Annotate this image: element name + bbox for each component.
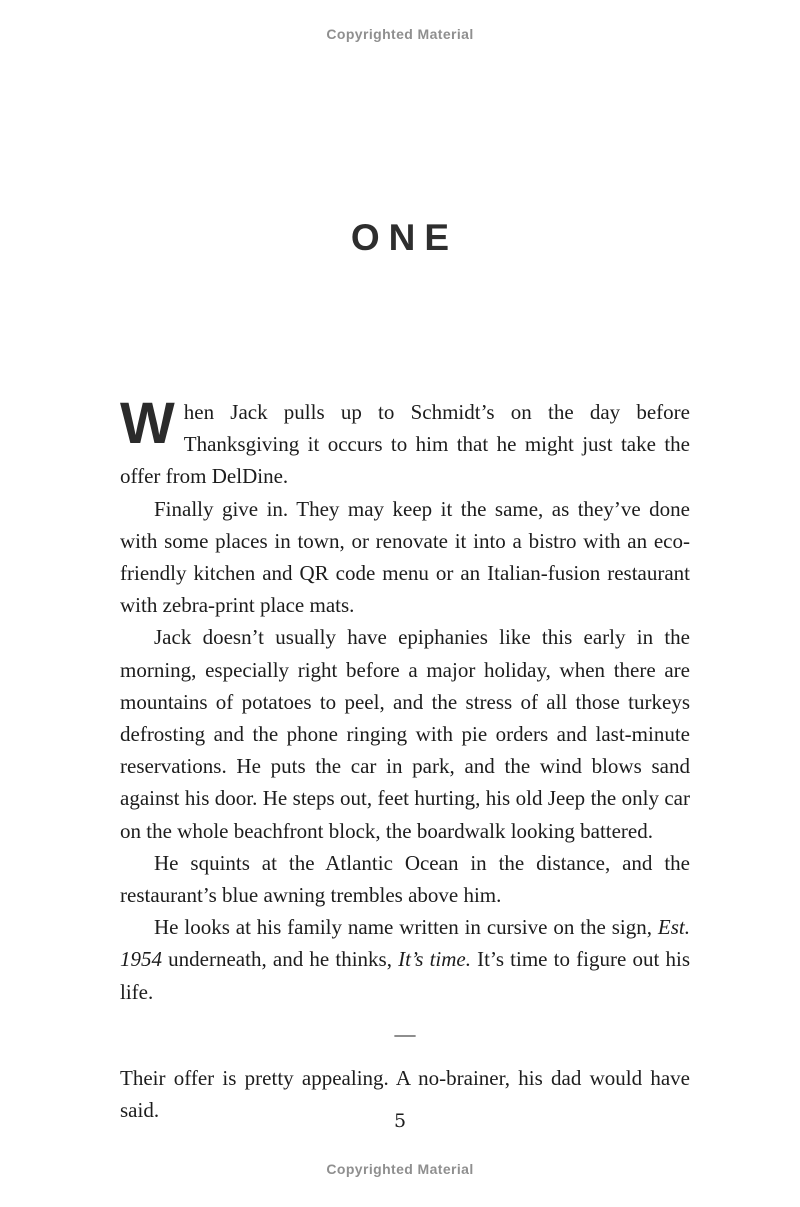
page-number: 5: [393, 1110, 407, 1132]
text-segment: Jack doesn’t usually have epiphanies like this early in the morning, especially right before a major holiday, when there are mountains of potatoes to peel, and the stress of all those turkeys defrosting and the phone ringing with pie orders and last-minute reservations. He puts the car in park, and the wind blows sand against his door. He steps out, feet hurting, his old Jeep the only car on the whole beachfront block, the boardwalk looking battered.: [120, 625, 690, 843]
paragraph: [120, 493, 690, 622]
paragraph: [120, 391, 690, 493]
text-segment: hen Jack pulls up to Schmidt’s on the day before Thanksgiving it occurs to him that he might just take the offer from DelDine.: [120, 400, 690, 489]
scene-break-divider: —: [394, 1021, 416, 1046]
text-segment: He squints at the Atlantic Ocean in the distance, and the restaurant’s blue awning trembles above him.: [120, 850, 690, 908]
paragraph: [120, 621, 690, 846]
body-text-block: [120, 391, 690, 1126]
italic-text: Est. 1954: [120, 915, 690, 972]
chapter-title: ONE: [350, 217, 459, 258]
text-segment: He looks at his family name written in cursive on the sign,: [154, 915, 658, 940]
drop-cap: W: [120, 391, 175, 456]
italic-text: It’s time.: [398, 947, 471, 972]
text-segment: underneath, and he thinks,: [162, 947, 399, 972]
text-segment: Their offer is pretty appealing. A no-brainer, his dad would have said.: [120, 1066, 690, 1123]
text-segment: Finally give in. They may keep it the same, as they’ve done with some places in town, or renovate it into a bistro with an eco-friendly kitchen and QR code menu or an Italian-fusion restaurant with zebra-print place mats.: [120, 496, 690, 618]
text-segment: It’s time to figure out his life.: [120, 947, 690, 1004]
paragraph: [120, 911, 690, 1008]
copyright-notice-top: Copyrighted Material: [326, 26, 474, 42]
copyright-notice-bottom: Copyrighted Material: [326, 1161, 474, 1177]
paragraph: [120, 847, 690, 911]
